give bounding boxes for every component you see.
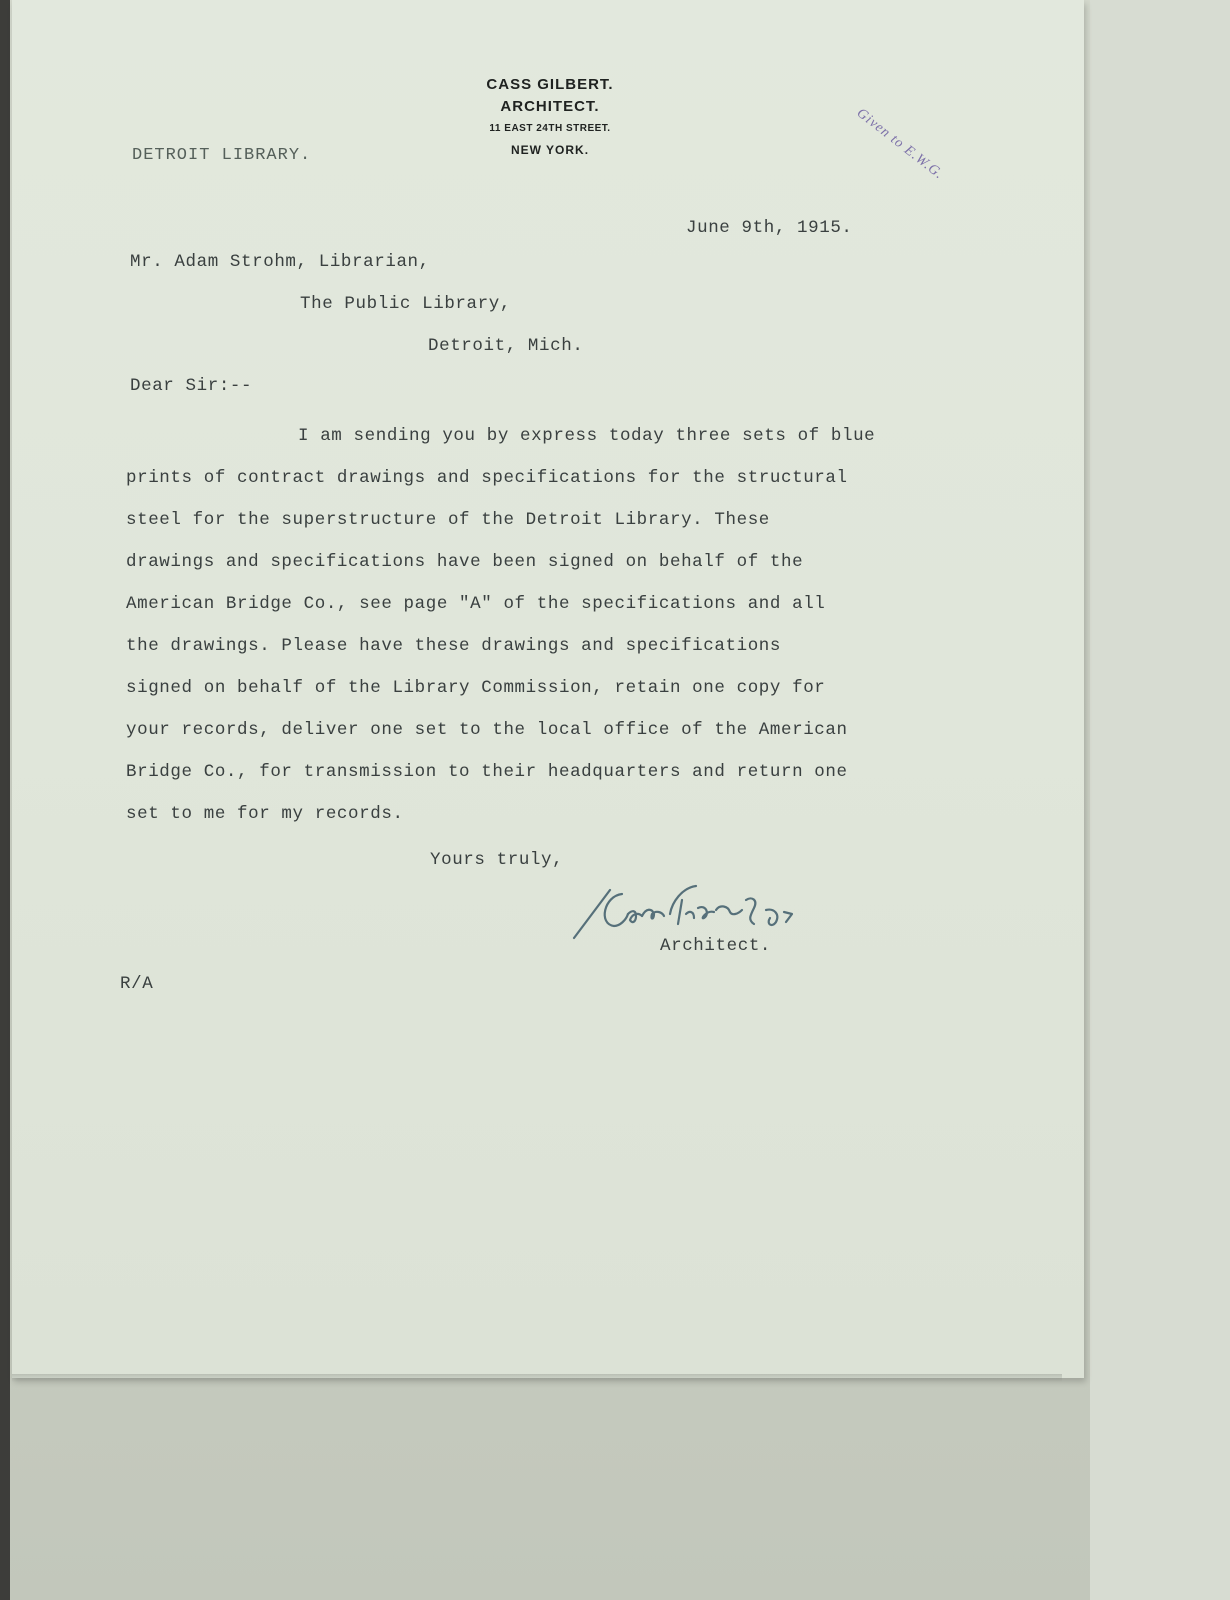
letterhead-street: 11 EAST 24TH STREET. [489, 123, 611, 134]
typist-initials: R/A [120, 974, 154, 994]
signature-title: Architect. [660, 936, 772, 956]
body-line: Bridge Co., for transmission to their headquarters and return one [126, 762, 848, 782]
recipient-line-1: Mr. Adam Strohm, Librarian, [130, 252, 430, 272]
archival-stamp: Given to E.W.G. [853, 105, 947, 183]
body-line: prints of contract drawings and specifications for the structural [126, 468, 848, 488]
recipient-line-2: The Public Library, [300, 294, 511, 314]
body-line: American Bridge Co., see page "A" of the specifications and all [126, 594, 826, 614]
letterhead-title: ARCHITECT. [500, 98, 600, 115]
letter-date: June 9th, 1915. [686, 218, 853, 238]
scanner-edge [0, 0, 10, 1600]
letterhead [440, 74, 660, 160]
file-label: DETROIT LIBRARY. [132, 146, 312, 165]
body-line: the drawings. Please have these drawings and specifications [126, 636, 782, 656]
body-line: I am sending you by express today three sets of blue [298, 426, 876, 446]
body-line: drawings and specifications have been signed on behalf of the [126, 552, 804, 572]
salutation: Dear Sir:-- [130, 376, 253, 396]
body-line: set to me for my records. [126, 804, 404, 824]
scanner-bed [1090, 0, 1230, 1600]
body-line: signed on behalf of the Library Commission, retain one copy for [126, 678, 826, 698]
closing: Yours truly, [430, 850, 564, 870]
letterhead-name: CASS GILBERT. [486, 76, 614, 93]
letterhead-city: NEW YORK. [510, 143, 590, 157]
body-line: your records, deliver one set to the local office of the American [126, 720, 848, 740]
page-shadow [12, 1374, 1062, 1382]
body-line: steel for the superstructure of the Detroit Library. These [126, 510, 770, 530]
recipient-line-3: Detroit, Mich. [428, 336, 584, 356]
